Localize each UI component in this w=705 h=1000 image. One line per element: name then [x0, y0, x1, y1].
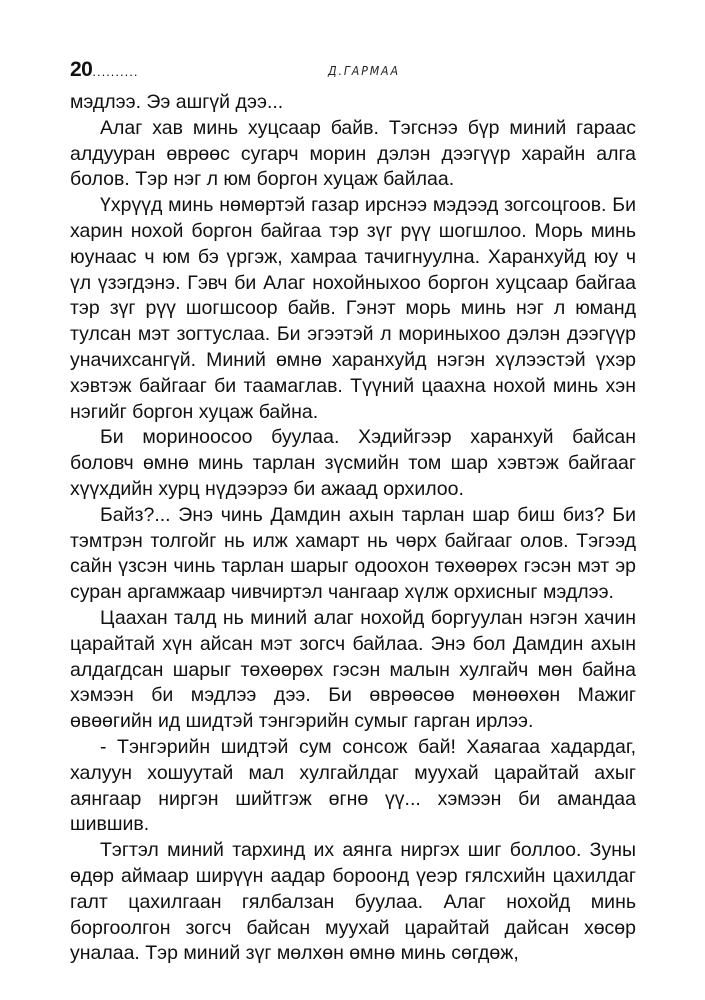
page-number: [70, 58, 138, 82]
body-text: [70, 90, 636, 967]
page-header: [70, 58, 636, 90]
book-page: [70, 58, 636, 967]
paragraph-8: Тэгтэл миний тархинд их аянга ниргэх шиг боллоо. Зуны өдөр аймаар ширүүн аадар бороонд үеэр гялсхийн цахилдаг галт цахилгаан гялбалзан буулаа. Алаг нохойд минь боргоолгон зогсч байсан муухай царайтай дайсан хөсөр уналаа. Тэр миний зүг мөлхөн өмнө минь сөгдөж,: [70, 839, 636, 965]
paragraph-1: мэдлээ. Ээ ашгүй дээ...: [70, 91, 284, 113]
page-number-dots: ..........: [92, 64, 139, 79]
paragraph-7: - Тэнгэрийн шидтэй сум сонсож бай! Хаяагаа хадардаг, халуун хошуутай мал хулгайлдаг муухай царайтай ахыг аянгаар ниргэн шийтгэж өгнө үү... хэмээн би амандаа шившив.: [70, 735, 636, 836]
paragraph-6: Цаахан талд нь миний алаг нохойд боргуулан нэгэн хачин царайтай хүн айсан мэт зогсч байлаа. Энэ бол Дамдин ахын алдагдсан шарыг төхөөрөх гэсэн малын хулгайч мөн байна хэмээн би мэдлээ дээ. Би өврөөсөө мөнөөхөн Мажиг өвөөгийн ид шидтэй тэнгэрийн сумыг гарган ирлээ.: [70, 606, 636, 733]
paragraph-2: Алаг хав минь хуцсаар байв. Тэгснээ бүр миний гараас алдууран өврөөс сугарч морин дэлэн дээгүүр харайн алга болов. Тэр нэг л юм боргон хуцаж байлаа.: [70, 116, 636, 191]
running-head-author: Д.ГАРМАА: [328, 64, 400, 78]
paragraph-4: Би мориноосоо буулаа. Хэдийгээр харанхуй байсан боловч өмнө минь тарлан зүсмийн том шар хэвтэж байгааг хүүхдийн хурц нүдээрээ би ажаад орхилоо.: [70, 426, 636, 500]
page-number-value: 20: [70, 58, 93, 81]
paragraph-3: Үхрүүд минь нөмөртэй газар ирснээ мэдээд зогсоцгоов. Би харин нохой боргон байгаа тэр зүг рүү шогшлоо. Морь минь юунаас ч юм бэ үргэж, хамраа тачигнуулна. Харанхуйд юу ч үл үзэгдэнэ. Гэвч би Алаг нохойныхоо боргон хуцсаар байгаа тэр зүг рүү шогшсоор байв. Гэнэт морь минь нэг л юманд тулсан мэт зогтуслаа. Би эгээтэй л мориныхоо дэлэн дээгүүр уначихсангүй. Миний өмнө харанхуйд нэгэн хүлээстэй үхэр хэвтэж байгааг би таамаглав. Түүний цаахна нохой минь хэн нэгийг боргон хуцаж байна.: [70, 194, 636, 423]
paragraph-5: Байз?... Энэ чинь Дамдин ахын тарлан шар биш биз? Би тэмтрэн толгойг нь илж хамарт нь чөрх байгааг олов. Тэгээд сайн үзсэн чинь тарлан шарыг одоохон төхөөрөх гэсэн мэт эр суран аргамжаар чивчиртэл чангаар хүлж орхисныг мэдлээ.: [70, 503, 636, 604]
